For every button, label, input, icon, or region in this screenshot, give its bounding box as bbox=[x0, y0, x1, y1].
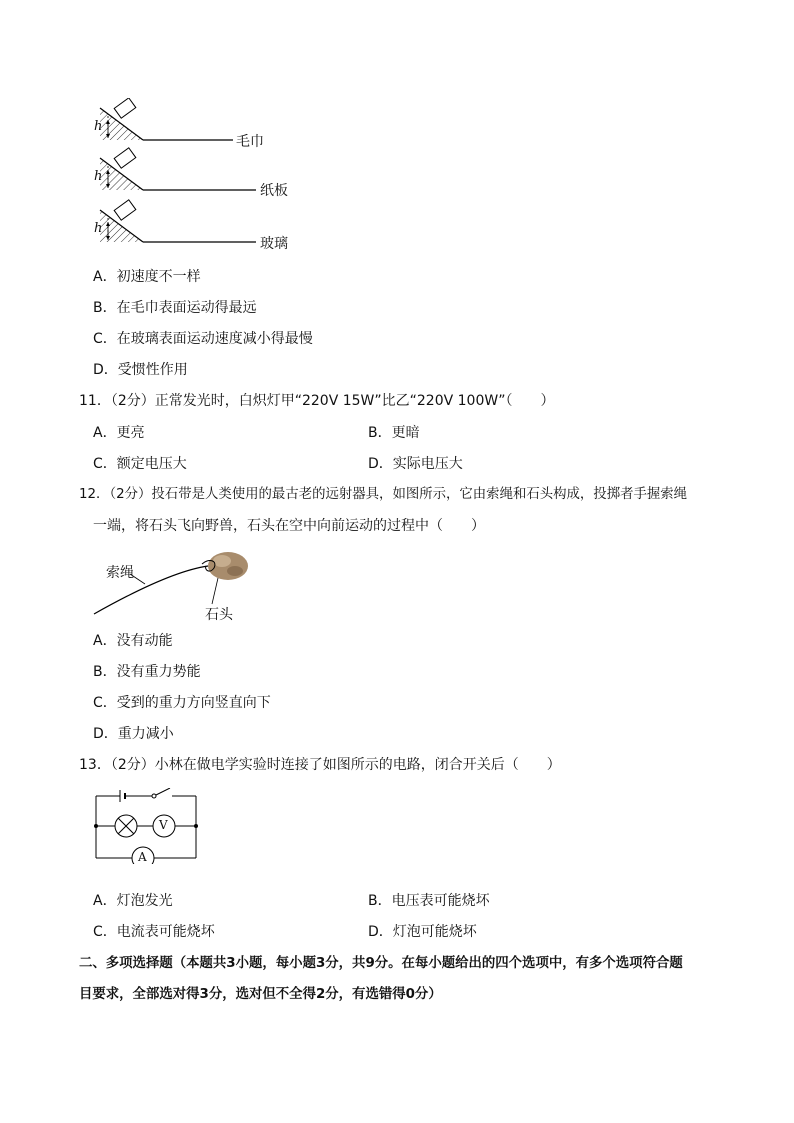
q13-option-a: A．灯泡发光 bbox=[93, 893, 173, 909]
incline-figure bbox=[88, 98, 288, 258]
ramp-towel bbox=[100, 98, 233, 140]
ammeter-label: A bbox=[138, 850, 147, 864]
switch-symbol bbox=[152, 788, 170, 798]
rope-label: 索绳 bbox=[106, 565, 134, 581]
voltmeter-label: V bbox=[159, 818, 168, 832]
q12-stem-line1: 12．（2分）投石带是人类使用的最古老的远射器具，如图所示，它由索绳和石头构成，投掷者手握索绳 bbox=[79, 487, 688, 502]
q12-stem-line2: 一端，将石头飞向野兽，石头在空中向前运动的过程中（ ） bbox=[93, 518, 485, 534]
q12-option-a: A．没有动能 bbox=[93, 633, 173, 649]
section2-heading-line1: 二、多项选择题（本题共3小题，每小题3分，共9分。在每小题给出的四个选项中，有多个选项符合题 bbox=[79, 956, 683, 971]
q13-stem: 13．（2分）小林在做电学实验时连接了如图所示的电路，闭合开关后（ ） bbox=[79, 757, 561, 773]
q12-option-d: D．重力减小 bbox=[93, 726, 174, 742]
q11-option-b: B．更暗 bbox=[368, 425, 420, 441]
q11-option-c: C．额定电压大 bbox=[93, 456, 187, 472]
ramp-cardboard bbox=[100, 148, 256, 190]
q12-option-b: B．没有重力势能 bbox=[93, 664, 201, 680]
q10-option-b: B．在毛巾表面运动得最远 bbox=[93, 300, 257, 316]
stone-shape bbox=[208, 552, 248, 580]
q10-option-c: C．在玻璃表面运动速度减小得最慢 bbox=[93, 331, 313, 347]
q11-stem: 11．（2分）正常发光时，白炽灯甲“220V 15W”比乙“220V 100W”（ ） bbox=[79, 393, 555, 409]
q12-option-c: C．受到的重力方向竖直向下 bbox=[93, 695, 271, 711]
lamp-symbol bbox=[115, 815, 137, 837]
q13-option-b: B．电压表可能烧坏 bbox=[368, 893, 490, 909]
q10-option-d: D．受惯性作用 bbox=[93, 362, 188, 378]
height-label-2: h bbox=[94, 169, 103, 184]
q11-option-a: A．更亮 bbox=[93, 425, 145, 441]
ramp-glass bbox=[100, 200, 256, 242]
q13-option-d: D．灯泡可能烧坏 bbox=[368, 924, 477, 940]
stone-label: 石头 bbox=[205, 607, 233, 623]
battery-symbol bbox=[120, 790, 125, 802]
surface-label-cardboard: 纸板 bbox=[260, 183, 288, 199]
stone-label-leader bbox=[212, 578, 218, 604]
q10-option-a: A．初速度不一样 bbox=[93, 269, 201, 285]
sling-figure bbox=[90, 548, 260, 620]
surface-label-glass: 玻璃 bbox=[260, 236, 288, 252]
height-label-3: h bbox=[94, 221, 103, 236]
section2-heading-line2: 目要求，全部选对得3分，选对但不全得2分，有选错得0分） bbox=[79, 987, 442, 1002]
q13-option-c: C．电流表可能烧坏 bbox=[93, 924, 215, 940]
q11-option-d: D．实际电压大 bbox=[368, 456, 463, 472]
surface-label-towel: 毛巾 bbox=[236, 134, 264, 150]
height-label-1: h bbox=[94, 119, 103, 134]
